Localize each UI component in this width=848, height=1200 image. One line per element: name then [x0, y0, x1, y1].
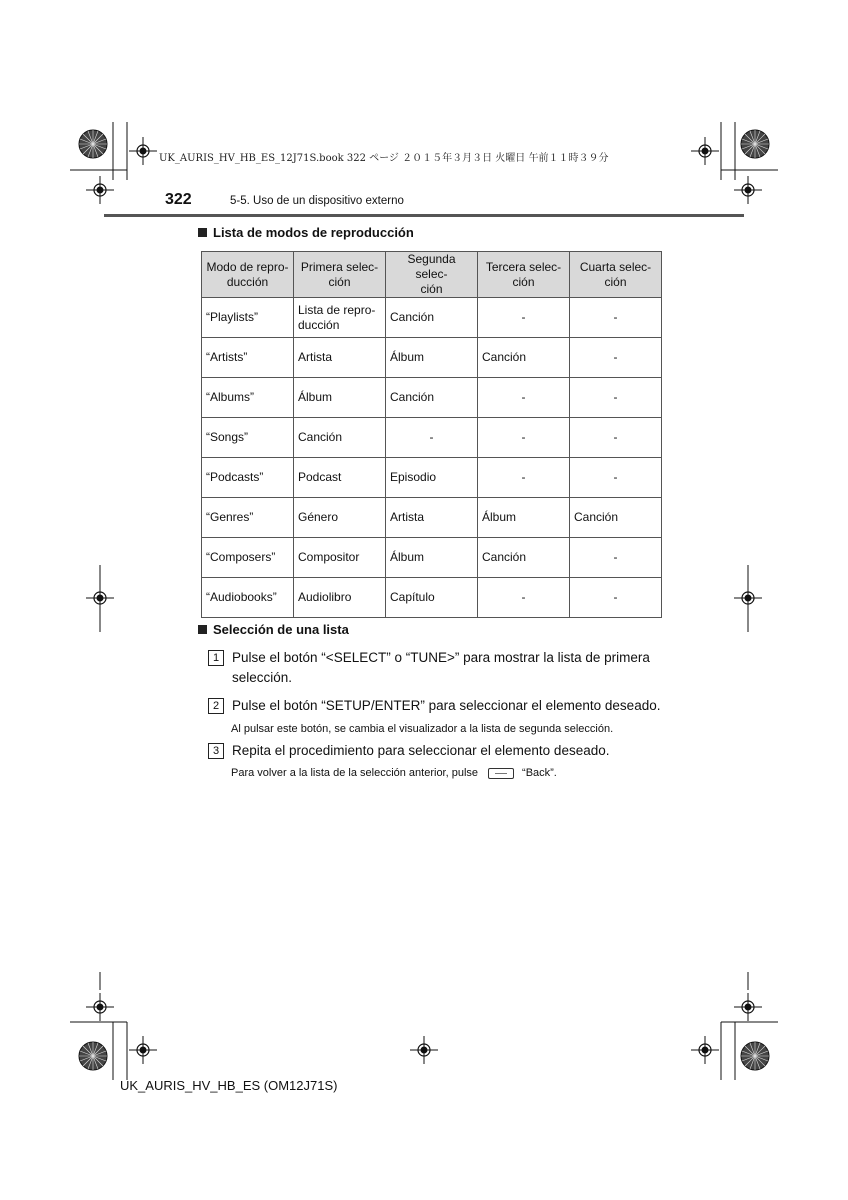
table-cell: Capítulo: [386, 578, 478, 618]
step-1: [208, 648, 660, 688]
table-cell: -: [478, 418, 570, 458]
table-row: [202, 538, 662, 578]
table-cell: -: [570, 298, 662, 338]
table-cell: “Podcasts”: [202, 458, 294, 498]
table-cell: -: [478, 578, 570, 618]
column-header: Tercera selec- ción: [478, 252, 570, 298]
table-cell: -: [386, 418, 478, 458]
table-cell: Canción: [386, 378, 478, 418]
table-cell: -: [478, 298, 570, 338]
table-row: [202, 298, 662, 338]
table-cell: Canción: [478, 538, 570, 578]
table-cell: -: [570, 338, 662, 378]
step-text: Pulse el botón “<SELECT” o “TUNE>” para mostrar la lista de primera selección.: [232, 650, 650, 685]
table-cell: Canción: [386, 298, 478, 338]
page-number: 322: [165, 191, 192, 208]
table-row: [202, 458, 662, 498]
table-cell: Artista: [294, 338, 386, 378]
table-cell: “Composers”: [202, 538, 294, 578]
table-cell: “Artists”: [202, 338, 294, 378]
table-cell: Género: [294, 498, 386, 538]
step-text: Pulse el botón “SETUP/ENTER” para seleccionar el elemento deseado.: [232, 698, 661, 713]
table-header-row: [202, 252, 662, 298]
table-row: [202, 578, 662, 618]
table-cell: Álbum: [478, 498, 570, 538]
column-header: Cuarta selec- ción: [570, 252, 662, 298]
square-bullet-icon: [198, 625, 207, 634]
book-header: UK_AURIS_HV_HB_ES_12J71S.book 322 ページ ２０１５年３月３日 火曜日 午前１１時３９分: [159, 153, 609, 164]
step-number: 3: [208, 743, 224, 759]
table-cell: Compositor: [294, 538, 386, 578]
table-cell: Álbum: [386, 338, 478, 378]
table-cell: “Playlists”: [202, 298, 294, 338]
table-body: [202, 298, 662, 618]
table-cell: -: [570, 578, 662, 618]
table-cell: -: [570, 418, 662, 458]
table-cell: -: [570, 458, 662, 498]
column-header: Segunda selec- ción: [386, 252, 478, 298]
step-3: [208, 741, 660, 761]
square-bullet-icon: [198, 228, 207, 237]
table-row: [202, 498, 662, 538]
column-header: Primera selec- ción: [294, 252, 386, 298]
table-cell: “Genres”: [202, 498, 294, 538]
header-rule: [104, 214, 744, 217]
table-cell: Artista: [386, 498, 478, 538]
back-key-icon: [488, 768, 514, 779]
step-3-note-text: Para volver a la lista de la selección anterior, pulse: [231, 767, 479, 779]
table-cell: -: [570, 378, 662, 418]
table-cell: “Songs”: [202, 418, 294, 458]
table-cell: “Audiobooks”: [202, 578, 294, 618]
heading-playback-modes-label: Lista de modos de reproducción: [213, 225, 414, 240]
table-cell: Canción: [478, 338, 570, 378]
table-cell: Audiolibro: [294, 578, 386, 618]
step-3-note: [231, 767, 557, 779]
table-cell: -: [478, 378, 570, 418]
table-cell: Álbum: [294, 378, 386, 418]
playback-modes-table: [201, 251, 662, 618]
table-row: [202, 418, 662, 458]
table-row: [202, 338, 662, 378]
table-row: [202, 378, 662, 418]
step-number: 1: [208, 650, 224, 666]
step-2: [208, 696, 668, 716]
table-cell: Lista de repro- ducción: [294, 298, 386, 338]
footer-code: UK_AURIS_HV_HB_ES (OM12J71S): [120, 1078, 338, 1093]
heading-select-list-label: Selección de una lista: [213, 622, 349, 637]
step-3-note-back: “Back”.: [522, 767, 557, 779]
column-header: Modo de repro- ducción: [202, 252, 294, 298]
table-cell: “Albums”: [202, 378, 294, 418]
table-cell: -: [570, 538, 662, 578]
table-cell: Podcast: [294, 458, 386, 498]
step-2-note: Al pulsar este botón, se cambia el visualizador a la lista de segunda selección.: [231, 723, 614, 735]
step-number: 2: [208, 698, 224, 714]
table-cell: Episodio: [386, 458, 478, 498]
section-title: 5-5. Uso de un dispositivo externo: [230, 195, 404, 207]
heading-select-list: [198, 622, 349, 637]
table-cell: -: [478, 458, 570, 498]
step-text: Repita el procedimiento para seleccionar el elemento deseado.: [232, 743, 610, 758]
table-cell: Canción: [570, 498, 662, 538]
table-cell: Canción: [294, 418, 386, 458]
heading-playback-modes: [198, 225, 414, 240]
table-cell: Álbum: [386, 538, 478, 578]
